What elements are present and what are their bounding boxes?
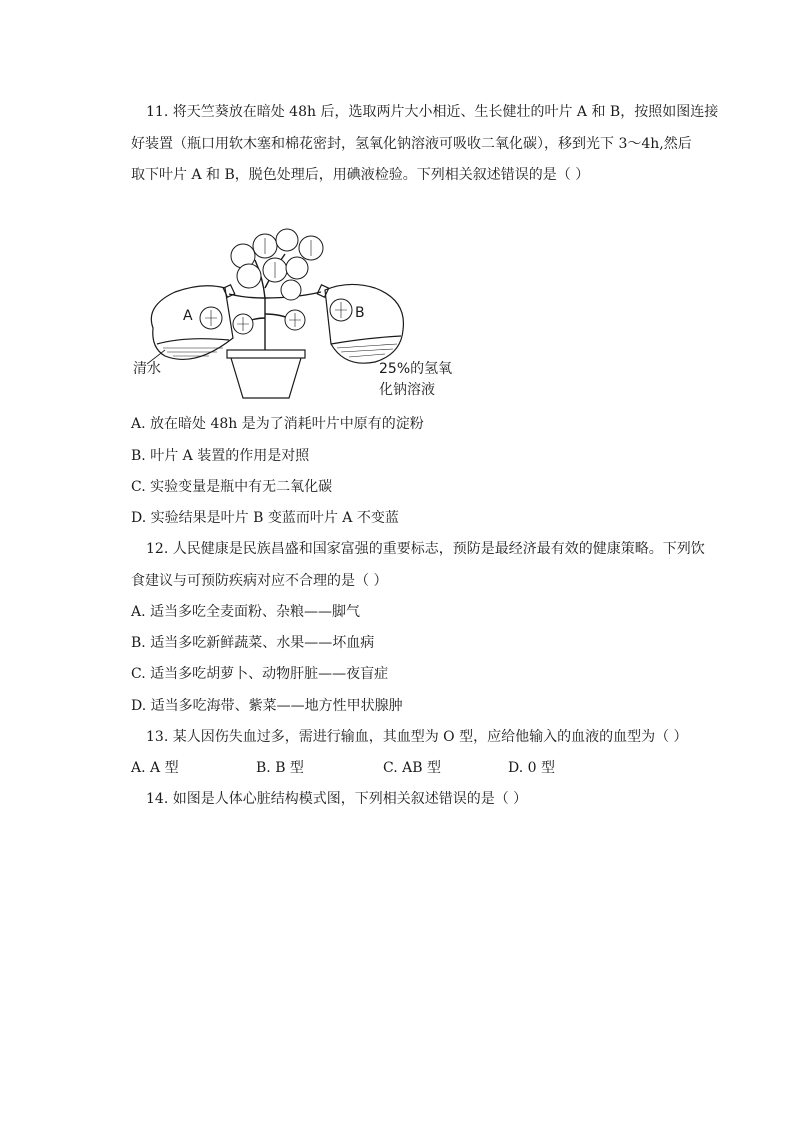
naoh-label-line-2: 化钠溶液 bbox=[379, 382, 435, 398]
flower-pot bbox=[227, 350, 305, 398]
q12-option-c: C. 适当多吃胡萝卜、动物肝脏——夜盲症 bbox=[131, 666, 389, 682]
q11-stem-line-3: 取下叶片 A 和 B，脱色处理后，用碘液检验。下列相关叙述错误的是（ ） bbox=[131, 167, 590, 183]
q12-option-a: A. 适当多吃全麦面粉、杂粮——脚气 bbox=[131, 604, 361, 620]
q14-stem: 14. 如图是人体心脏结构模式图，下列相关叙述错误的是（ ） bbox=[146, 791, 528, 807]
bottle-b-label: B bbox=[355, 305, 365, 321]
water-hatching bbox=[163, 348, 223, 356]
q12-stem-line-2: 食建议与可预防疾病对应不合理的是（ ） bbox=[131, 573, 388, 589]
q11-option-d: D. 实验结果是叶片 B 变蓝而叶片 A 不变蓝 bbox=[131, 510, 399, 526]
q11-option-b: B. 叶片 A 装置的作用是对照 bbox=[131, 448, 310, 464]
naoh-label-line-1: 25%的氢氧 bbox=[379, 361, 453, 377]
q12-stem-line-1: 12. 人民健康是民族昌盛和国家富强的重要标志，预防是最经济最有效的健康策略。下列饮 bbox=[146, 541, 705, 557]
geranium-experiment-figure bbox=[125, 218, 465, 408]
naoh-hatching bbox=[337, 344, 397, 357]
bottle-b bbox=[317, 284, 403, 363]
q13-option-c: C. AB 型 bbox=[383, 760, 441, 776]
q12-option-b: B. 适当多吃新鲜蔬菜、水果——坏血病 bbox=[131, 635, 375, 651]
q11-stem-line-2: 好装置（瓶口用软木塞和棉花密封，氢氧化钠溶液可吸收二氧化碳），移到光下 3～4h,然后 bbox=[131, 136, 692, 152]
q11-option-a: A. 放在暗处 48h 是为了消耗叶片中原有的淀粉 bbox=[131, 416, 424, 432]
water-label: 清水 bbox=[133, 361, 161, 377]
q11-stem-line-1: 11. 将天竺葵放在暗处 48h 后，选取两片大小相近、生长健壮的叶片 A 和 B，按照如图连接 bbox=[146, 104, 719, 120]
q13-option-a: A. A 型 bbox=[131, 760, 179, 776]
q13-option-d: D. 0 型 bbox=[508, 760, 555, 776]
leaf-veins bbox=[205, 238, 347, 331]
plant-leaves bbox=[200, 229, 352, 334]
q13-stem: 13. 某人因伤失血过多，需进行输血，其血型为 O 型，应给他输入的血液的血型为（ ） bbox=[146, 729, 688, 745]
q11-option-c: C. 实验变量是瓶中有无二氧化碳 bbox=[131, 479, 333, 495]
bottle-a-label: A bbox=[183, 308, 193, 324]
q12-option-d: D. 适当多吃海带、紫菜——地方性甲状腺肿 bbox=[131, 698, 403, 714]
q13-option-b: B. B 型 bbox=[256, 760, 304, 776]
